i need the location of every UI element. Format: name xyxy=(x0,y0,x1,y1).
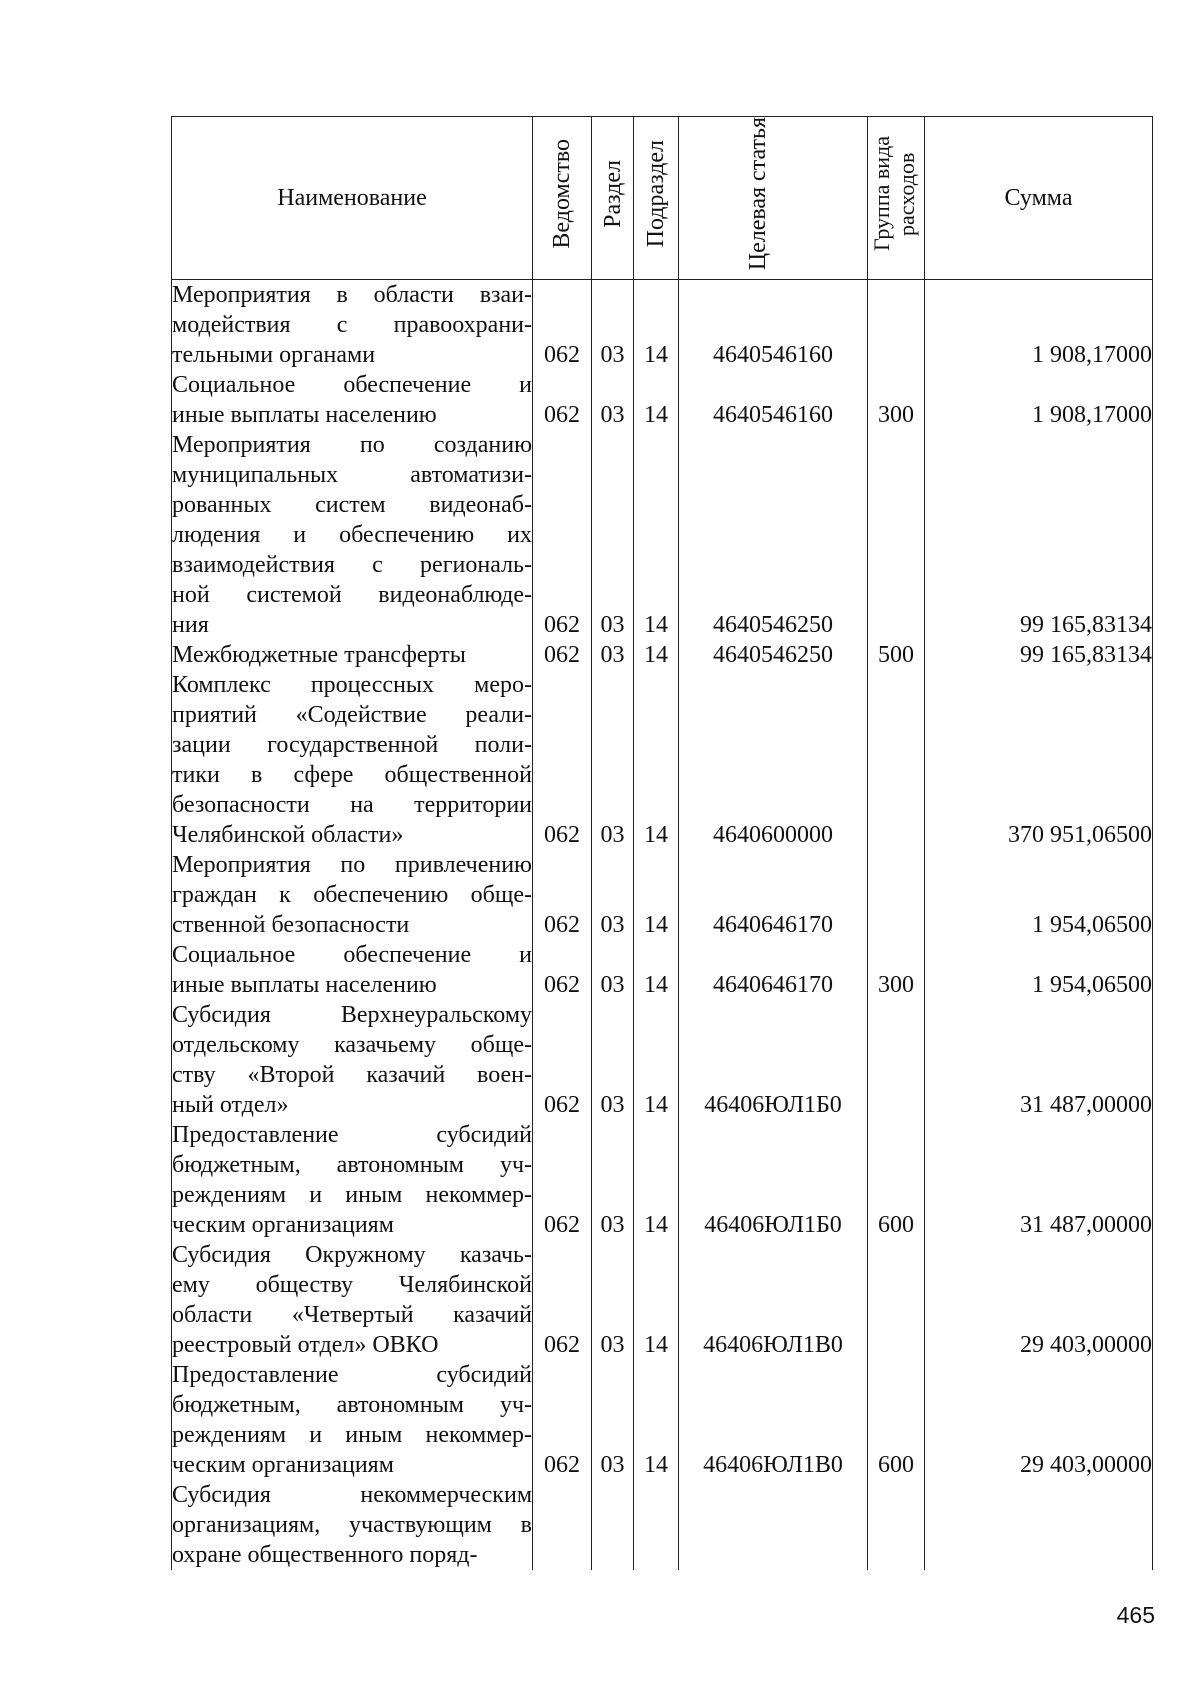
row-summa: 370 951,06500 xyxy=(925,670,1153,850)
row-name xyxy=(172,1360,533,1480)
row-name xyxy=(172,850,533,940)
row-tselevaya-statya: 4640600000 xyxy=(679,670,868,850)
table-row xyxy=(172,940,1153,1000)
row-name xyxy=(172,1240,533,1360)
header-razdel: Раздел xyxy=(592,117,634,280)
row-name-line: Мероприятия по созданию xyxy=(172,432,532,458)
header-tselevaya-statya: Целевая статья xyxy=(679,117,868,280)
table-row xyxy=(172,1120,1153,1240)
row-tselevaya-statya xyxy=(679,1480,868,1570)
row-podrazdel: 14 xyxy=(634,280,679,371)
row-name-line: ный отдел» xyxy=(172,1092,289,1118)
row-vedomstvo: 062 xyxy=(533,280,592,371)
row-gruppa-vida: 500 xyxy=(868,640,925,670)
row-name-line: взаимодействия с региональ- xyxy=(172,552,532,578)
row-name-line: иные выплаты населению xyxy=(172,972,437,998)
row-tselevaya-statya: 4640646170 xyxy=(679,940,868,1000)
row-gruppa-vida xyxy=(868,280,925,371)
row-name-line: Субсидия Верхнеуральскому xyxy=(172,1002,532,1028)
row-name-line: реждениям и иным некоммер- xyxy=(172,1422,532,1448)
row-name-line: Предоставление субсидий xyxy=(172,1362,532,1388)
row-vedomstvo xyxy=(533,1480,592,1570)
row-name xyxy=(172,1000,533,1120)
header-summa: Сумма xyxy=(925,117,1153,280)
row-vedomstvo: 062 xyxy=(533,670,592,850)
table-header xyxy=(172,117,1153,280)
row-gruppa-vida xyxy=(868,1480,925,1570)
row-name-line: рованных систем видеонаб- xyxy=(172,492,532,518)
row-name-line: Социальное обеспечение и xyxy=(172,942,532,968)
row-podrazdel: 14 xyxy=(634,1240,679,1360)
row-name-line: Мероприятия в области взаи- xyxy=(172,282,532,308)
row-name-line: ния xyxy=(172,612,209,638)
row-razdel: 03 xyxy=(592,430,634,640)
row-name-line: ственной безопасности xyxy=(172,912,410,938)
row-vedomstvo: 062 xyxy=(533,1000,592,1120)
row-summa xyxy=(925,1480,1153,1570)
row-name-line: области «Четвертый казачий xyxy=(172,1302,532,1328)
row-summa: 1 908,17000 xyxy=(925,280,1153,371)
row-name-line: отдельскому казачьему обще- xyxy=(172,1032,532,1058)
row-tselevaya-statya: 4640646170 xyxy=(679,850,868,940)
row-gruppa-vida xyxy=(868,430,925,640)
row-gruppa-vida xyxy=(868,850,925,940)
row-name xyxy=(172,940,533,1000)
row-vedomstvo: 062 xyxy=(533,1240,592,1360)
row-tselevaya-statya: 4640546250 xyxy=(679,430,868,640)
row-name xyxy=(172,1120,533,1240)
row-summa: 1 908,17000 xyxy=(925,370,1153,430)
row-name-line: людения и обеспечению их xyxy=(172,522,532,548)
row-summa: 99 165,83134 xyxy=(925,430,1153,640)
row-vedomstvo: 062 xyxy=(533,370,592,430)
table-row xyxy=(172,1480,1153,1570)
row-vedomstvo: 062 xyxy=(533,1360,592,1480)
header-name: Наименование xyxy=(172,117,533,280)
row-podrazdel: 14 xyxy=(634,640,679,670)
row-name-line: реестровый отдел» ОВКО xyxy=(172,1332,439,1358)
row-name-line: зации государственной поли- xyxy=(172,732,532,758)
row-name xyxy=(172,280,533,371)
row-razdel: 03 xyxy=(592,1240,634,1360)
row-name-line: ной системой видеонаблюде- xyxy=(172,582,532,608)
row-razdel: 03 xyxy=(592,280,634,371)
row-gruppa-vida: 600 xyxy=(868,1120,925,1240)
row-name-line: приятий «Содействие реали- xyxy=(172,702,532,728)
row-razdel: 03 xyxy=(592,1000,634,1120)
row-summa: 1 954,06500 xyxy=(925,940,1153,1000)
row-vedomstvo: 062 xyxy=(533,1120,592,1240)
row-razdel: 03 xyxy=(592,370,634,430)
budget-table xyxy=(171,116,1153,1570)
row-razdel: 03 xyxy=(592,940,634,1000)
row-name-line: иные выплаты населению xyxy=(172,402,437,428)
row-razdel: 03 xyxy=(592,640,634,670)
row-gruppa-vida xyxy=(868,1000,925,1120)
row-vedomstvo: 062 xyxy=(533,640,592,670)
row-name-line: безопасности на территории xyxy=(172,792,532,818)
row-podrazdel: 14 xyxy=(634,370,679,430)
row-name-line: Комплекс процессных меро- xyxy=(172,672,532,698)
row-gruppa-vida xyxy=(868,1240,925,1360)
row-tselevaya-statya: 4640546250 xyxy=(679,640,868,670)
row-tselevaya-statya: 46406ЮЛ1В0 xyxy=(679,1360,868,1480)
row-summa: 31 487,00000 xyxy=(925,1120,1153,1240)
row-name-line: ческим организациям xyxy=(172,1452,394,1478)
row-podrazdel: 14 xyxy=(634,850,679,940)
header-vedomstvo: Ведомство xyxy=(533,117,592,280)
row-name-line: модействия с правоохрани- xyxy=(172,312,532,338)
row-name-line: бюджетным, автономным уч- xyxy=(172,1392,532,1418)
row-name-line: Субсидия некоммерческим xyxy=(172,1482,532,1508)
row-razdel: 03 xyxy=(592,670,634,850)
row-name-line: ству «Второй казачий воен- xyxy=(172,1062,532,1088)
table-row xyxy=(172,1240,1153,1360)
row-summa: 1 954,06500 xyxy=(925,850,1153,940)
row-gruppa-vida: 300 xyxy=(868,940,925,1000)
row-name-line: Социальное обеспечение и xyxy=(172,372,532,398)
row-summa: 29 403,00000 xyxy=(925,1240,1153,1360)
row-razdel: 03 xyxy=(592,1120,634,1240)
row-vedomstvo: 062 xyxy=(533,850,592,940)
header-gruppa-vida: Группа вида расходов xyxy=(868,117,925,280)
row-tselevaya-statya: 46406ЮЛ1В0 xyxy=(679,1240,868,1360)
row-name-line: Челябинской области» xyxy=(172,822,404,848)
row-name-line: организациям, участвующим в xyxy=(172,1512,532,1538)
row-razdel: 03 xyxy=(592,850,634,940)
table-row xyxy=(172,280,1153,371)
row-razdel xyxy=(592,1480,634,1570)
row-podrazdel: 14 xyxy=(634,430,679,640)
row-podrazdel: 14 xyxy=(634,670,679,850)
row-name-line: муниципальных автоматизи- xyxy=(172,462,532,488)
row-podrazdel: 14 xyxy=(634,1000,679,1120)
table-row xyxy=(172,640,1153,670)
row-tselevaya-statya: 4640546160 xyxy=(679,280,868,371)
row-vedomstvo: 062 xyxy=(533,430,592,640)
row-name xyxy=(172,640,533,670)
table-row xyxy=(172,1360,1153,1480)
row-name-line: Предоставление субсидий xyxy=(172,1122,532,1148)
row-name-line: Межбюджетные трансферты xyxy=(172,642,466,668)
table-row xyxy=(172,670,1153,850)
row-name-line: граждан к обеспечению обще- xyxy=(172,882,532,908)
row-summa: 29 403,00000 xyxy=(925,1360,1153,1480)
row-name xyxy=(172,1480,533,1570)
row-vedomstvo: 062 xyxy=(533,940,592,1000)
row-name xyxy=(172,670,533,850)
row-gruppa-vida xyxy=(868,670,925,850)
row-summa: 31 487,00000 xyxy=(925,1000,1153,1120)
row-razdel: 03 xyxy=(592,1360,634,1480)
row-podrazdel: 14 xyxy=(634,940,679,1000)
page-number: 465 xyxy=(1116,1602,1155,1628)
row-name xyxy=(172,370,533,430)
row-name-line: реждениям и иным некоммер- xyxy=(172,1182,532,1208)
row-name-line: ему обществу Челябинской xyxy=(172,1272,532,1298)
row-name-line: тики в сфере общественной xyxy=(172,762,532,788)
row-name xyxy=(172,430,533,640)
row-tselevaya-statya: 46406ЮЛ1Б0 xyxy=(679,1000,868,1120)
row-tselevaya-statya: 4640546160 xyxy=(679,370,868,430)
row-name-line: охране общественного поряд- xyxy=(172,1542,478,1568)
row-tselevaya-statya: 46406ЮЛ1Б0 xyxy=(679,1120,868,1240)
table-row xyxy=(172,850,1153,940)
row-name-line: Мероприятия по привлечению xyxy=(172,852,532,878)
row-name-line: ческим организациям xyxy=(172,1212,394,1238)
row-name-line: тельными органами xyxy=(172,342,376,368)
table-row xyxy=(172,1000,1153,1120)
row-podrazdel xyxy=(634,1480,679,1570)
row-name-line: бюджетным, автономным уч- xyxy=(172,1152,532,1178)
row-gruppa-vida: 300 xyxy=(868,370,925,430)
row-podrazdel: 14 xyxy=(634,1120,679,1240)
row-podrazdel: 14 xyxy=(634,1360,679,1480)
table-row xyxy=(172,370,1153,430)
row-name-line: Субсидия Окружному казачь- xyxy=(172,1242,532,1268)
row-gruppa-vida: 600 xyxy=(868,1360,925,1480)
row-summa: 99 165,83134 xyxy=(925,640,1153,670)
header-podrazdel: Подраздел xyxy=(634,117,679,280)
table-row xyxy=(172,430,1153,640)
